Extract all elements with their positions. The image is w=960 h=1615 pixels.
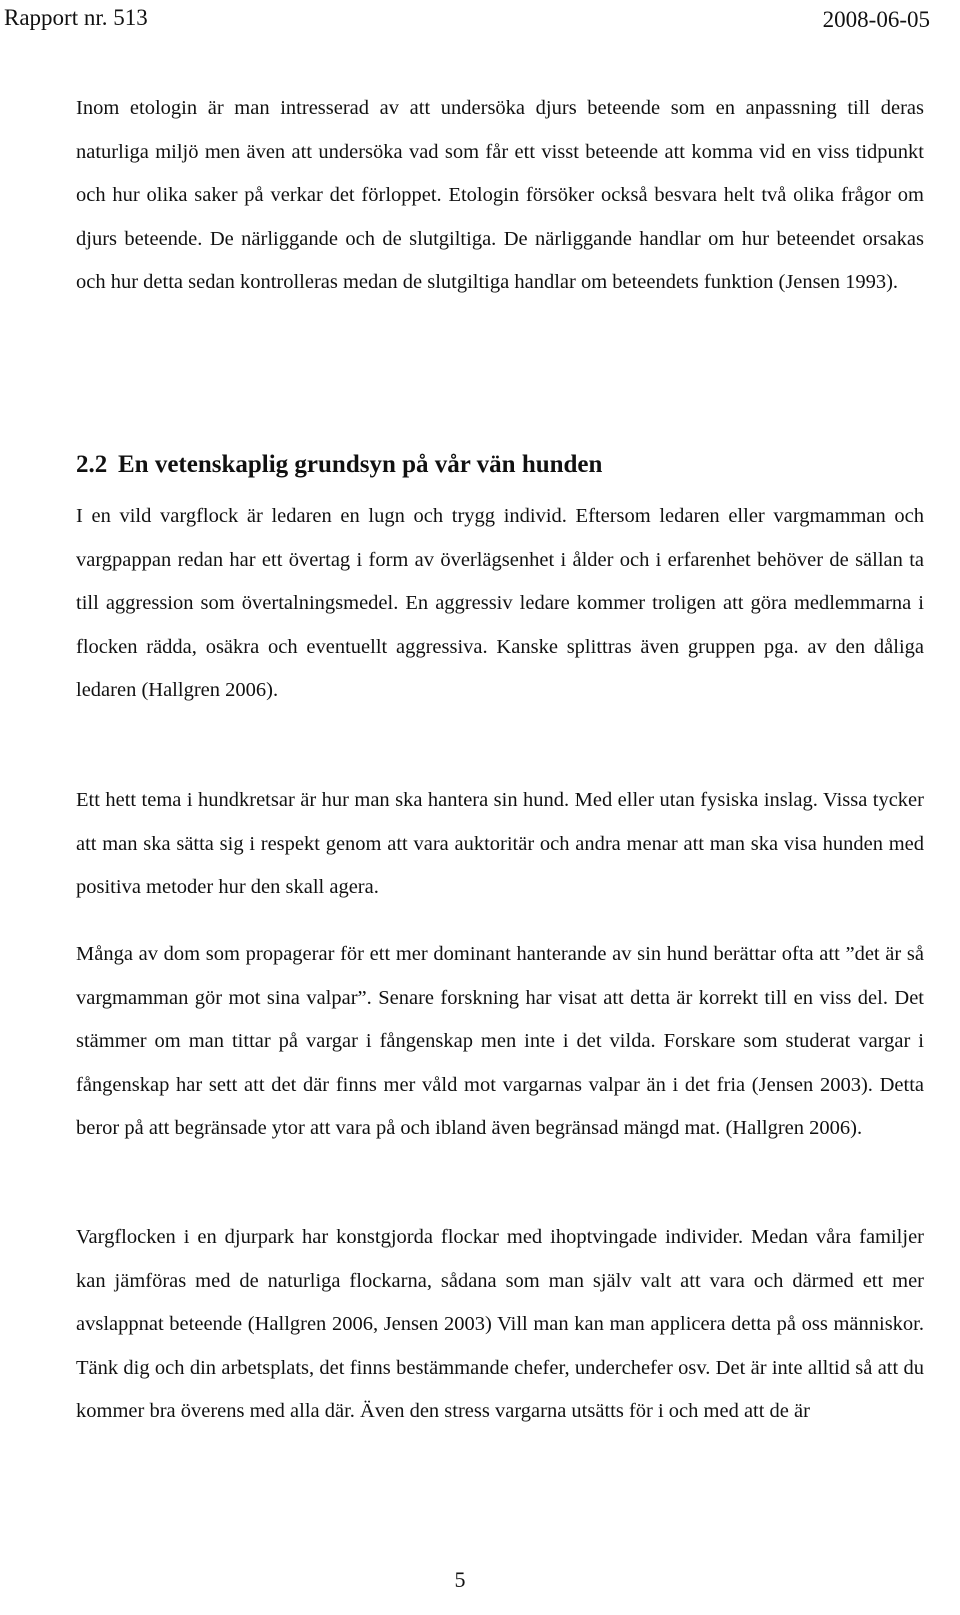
page-header [0,0,960,36]
paragraph-dominant: Många av dom som propagerar för ett mer dominant hanterande av sin hund berättar ofta att ”det är så vargmamman gör mot sina valpar”. Senare forskning har visat att detta är korrekt till en viss del. Det stämmer om man tittar på vargar i fångenskap men inte i det vilda. Forskare som studerat vargar i fångenskap har sett att det där finns mer våld mot vargarnas valpar än i det fria (Jensen 2003). Detta beror på att begränsade ytor att vara på och ibland även begränsad mängd mat. (Hallgren 2006). [76,943,924,1139]
report-number: Rapport nr. 513 [4,5,148,30]
paragraph-vargflock: I en vild vargflock är ledaren en lugn och trygg individ. Eftersom ledaren eller vargmamman och vargpappan redan har ett övertag i form av överlägsenhet i ålder och i erfarenhet behöver de sällan ta till aggression som övertalningsmedel. En aggressiv ledare kommer troligen att göra medlemmarna i flocken rädda, osäkra och eventuellt aggressiva. Kanske splittras även gruppen pga. av den dåliga ledaren (Hallgren 2006). [76,505,924,701]
paragraph-djurpark: Vargflocken i en djurpark har konstgjorda flockar med ihoptvingade individer. Medan våra familjer kan jämföras med de naturliga flockarna, sådana som man själv valt att vara och därmed ett mer avslappnat beteende (Hallgren 2006, Jensen 2003) Vill man kan man applicera detta på oss människor. Tänk dig och din arbetsplats, det finns bestämmande chefer, underchefer osv. Det är inte alltid så att du kommer bra överens med alla där. Även den stress vargarna utsätts för i och med att de är [76,1226,924,1422]
paragraph-hundkretsar: Ett hett tema i hundkretsar är hur man ska hantera sin hund. Med eller utan fysiska inslag. Vissa tycker att man ska sätta sig i respekt genom att vara auktoritär och andra menar att man ska visa hunden med positiva metoder hur den skall agera. [76,789,924,898]
section-title: En vetenskaplig grundsyn på vår vän hunden [118,451,603,478]
page-number: 5 [454,1567,466,1592]
report-date: 2008-06-05 [822,7,930,32]
section-heading [76,443,602,487]
paragraph-etologi: Inom etologin är man intresserad av att undersöka djurs beteende som en anpassning till deras naturliga miljö men även att undersöka vad som får ett visst beteende att komma vid en viss tidpunkt och hur olika saker på verkar det förloppet. Etologin försöker också besvara helt två olika frågor om djurs beteende. De närliggande och de slutgiltiga. De närliggande handlar om hur beteendet orsakas och hur detta sedan kontrolleras medan de slutgiltiga handlar om beteendets funktion (Jensen 1993). [76,97,924,293]
section-number: 2.2 [76,451,108,478]
